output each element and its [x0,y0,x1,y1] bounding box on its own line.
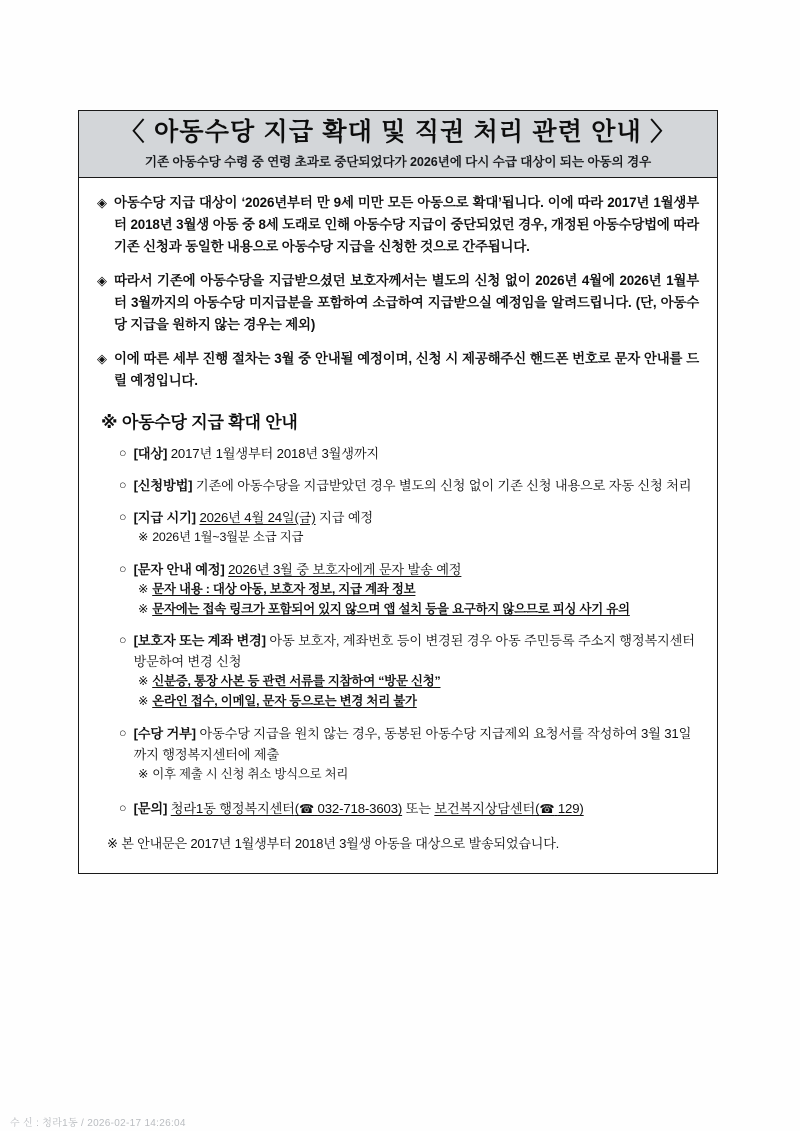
local-office-phone[interactable]: 032-718-3603 [317,801,398,817]
list-item-note [138,672,699,692]
diamond-bullet-icon: ◈ [97,273,107,289]
helpline-phone-group: (☎ 129) [535,801,584,817]
intro-paragraph-text: 아동수당 지급 대상이 ‘2026년부터 만 9세 미만 모든 아동으로 확대’됩니다. 이에 따라 2017년 1월생부터 2018년 3월생 아동 중 8세 도래로 인해 아동수당 지급이 중단되었던 경우, 개정된 아동수당법에 따라 기존 신청과 동일한 내용으로 아동수당 지급을 신청한 것으로 간주됩니다. [114,195,699,254]
list-item [119,507,699,548]
list-item-body: 기존에 아동수당을 지급받았던 경우 별도의 신청 없이 기존 신청 내용으로 자동 신청 처리 [195,478,692,493]
list-item-note-text: 2026년 1월~3월분 소급 지급 [152,530,304,545]
list-item-body: 지급 예정 [319,510,373,526]
list-item-note [138,528,699,548]
list-item-label: [대상] [133,445,168,461]
intro-paragraph-text: 따라서 기존에 아동수당을 지급받으셨던 보호자께서는 별도의 신청 없이 2026년 4월에 2026년 1월부터 3월까지의 아동수당 미지급분을 포함하여 소급하여 지급받으실 예정임을 알려드립니다. (단, 아동수당 지급을 원하지 않는 경우는 제외) [114,273,699,332]
list-item-body: 아동수당 지급을 원치 않는 경우, 동봉된 아동수당 지급제외 요청서를 작성하여 3월 31일까지 행정복지센터에 제출 [133,725,692,762]
helpline-name: 보건복지상담센터 [434,801,536,817]
circle-bullet-icon: ○ [119,510,127,525]
diamond-bullet-icon: ◈ [97,351,107,367]
reference-mark-icon: ※ [138,694,149,708]
contact-label: [문의] [133,801,168,817]
diamond-bullet-icon: ◈ [97,195,107,211]
list-item-note-text: 문자 내용 : 대상 아동, 보호자 정보, 지급 계좌 정보 [152,581,416,596]
section-heading-text: 아동수당 지급 확대 안내 [121,412,298,432]
intro-section [97,192,699,392]
contact-conjunction: 또는 [405,801,431,817]
list-item-note [138,600,699,620]
list-item-body: 아동 보호자, 계좌번호 등이 변경된 경우 아동 주민등록 주소지 행정복지센터 방문하여 변경 신청 [133,633,695,670]
list-item-body: 2017년 1월생부터 2018년 3월생까지 [170,445,380,461]
list-item-note [138,765,699,785]
reference-mark-icon: ※ [107,835,118,851]
notice-document [78,110,718,874]
reference-mark-icon: ※ [138,581,149,596]
list-item-note-text: 온라인 접수, 이메일, 문자 등으로는 변경 처리 불가 [152,694,417,708]
reference-mark-icon: ※ [138,674,149,689]
detail-list [119,443,699,820]
list-item [119,559,699,619]
notice-body [79,178,717,873]
list-item-note-text: 이후 제출 시 신청 취소 방식으로 처리 [152,766,349,781]
list-item [119,443,699,464]
reference-mark-icon: ※ [138,601,149,616]
scan-footer: 수 신 : 청라1동 / 2026-02-17 14:26:04 [10,1118,186,1129]
reference-mark-icon: ※ [101,412,118,432]
list-item-text [134,559,699,580]
list-item-text [134,630,699,672]
list-item-label: [신청방법] [133,478,193,493]
notice-header [79,111,717,178]
payment-date-highlight: 2026년 4월 24일(금) [199,510,316,526]
intro-paragraph [97,192,699,257]
list-item-note-text: 신분증, 통장 사본 등 관련 서류를 지참하여 “방문 신청” [152,674,441,689]
circle-bullet-icon: ○ [119,561,127,576]
phishing-warning-text: 문자에는 접속 링크가 포함되어 있지 않으며 앱 설치 등을 요구하지 않으므로 피싱 사기 유의 [152,601,630,616]
circle-bullet-icon: ○ [119,725,127,740]
list-item-text [134,507,699,528]
circle-bullet-icon: ○ [119,478,127,492]
list-item-text [134,475,699,496]
page-title: 〈 아동수당 지급 확대 및 직권 처리 관련 안내 〉 [119,118,677,146]
closing-note [107,834,699,855]
list-item-text [134,723,699,765]
list-item-label: [보호자 또는 계좌 변경] [133,633,266,649]
page-subtitle: 기존 아동수당 수령 중 연령 초과로 중단되었다가 2026년에 다시 수급 대상이 되는 아동의 경우 [144,155,652,170]
telephone-icon: ☎ [299,802,315,817]
helpline-phone[interactable]: 129 [557,801,580,817]
closing-note-text: 본 안내문은 2017년 1월생부터 2018년 3월생 아동을 대상으로 발송되었습니다. [121,835,560,851]
circle-bullet-icon: ○ [119,633,127,648]
reference-mark-icon: ※ [138,766,149,781]
sms-schedule-highlight: 2026년 3월 중 보호자에게 문자 발송 예정 [228,561,462,577]
intro-paragraph [97,348,699,391]
reference-mark-icon: ※ [138,530,149,545]
list-item-label: [문자 안내 예정] [133,561,225,577]
circle-bullet-icon: ○ [119,445,127,460]
local-office-name: 청라1동 행정복지센터 [170,801,295,817]
intro-paragraph [97,270,699,335]
telephone-icon: ☎ [539,802,555,817]
list-item [119,475,699,496]
list-item [119,630,699,711]
list-item-note [138,580,699,600]
local-office-phone-group: (☎ 032-718-3603) [294,801,403,817]
list-item-label: [수당 거부] [133,725,196,741]
intro-paragraph-text: 이에 따른 세부 진행 절차는 3월 중 안내될 예정이며, 신청 시 제공해주신 핸드폰 번호로 문자 안내를 드릴 예정입니다. [114,351,699,389]
contact-item [119,798,699,820]
contact-text [134,798,699,820]
list-item-note [138,692,699,712]
list-item-label: [지급 시기] [133,510,196,526]
list-item [119,723,699,785]
section-heading [101,408,699,433]
list-item-text [134,443,699,464]
circle-bullet-icon: ○ [119,801,127,816]
